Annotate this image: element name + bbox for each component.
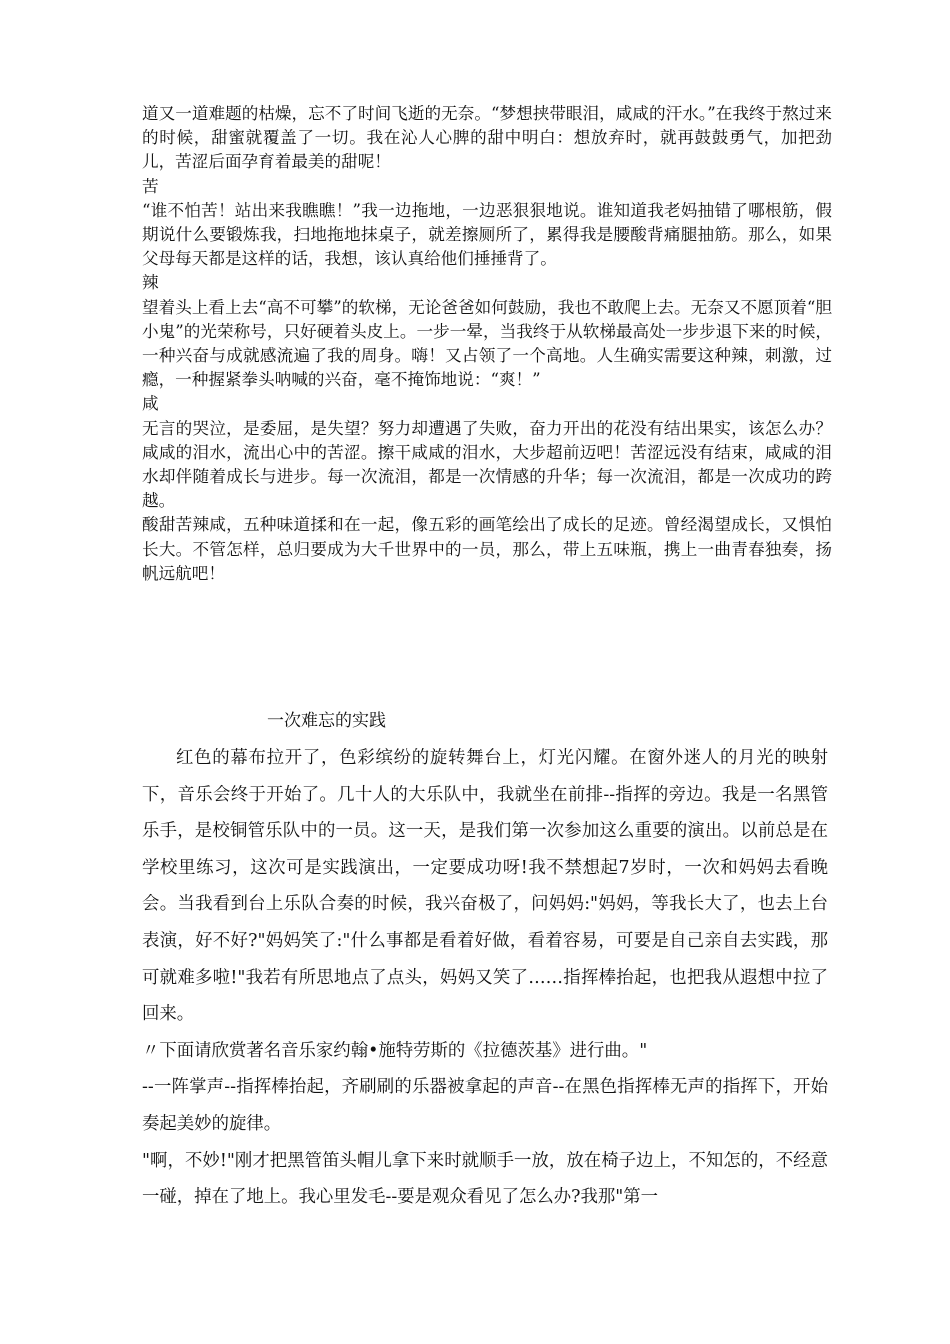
body-paragraph-2: 〃下面请欣赏著名音乐家约翰•施特劳斯的《拉德茨基》进行曲。" bbox=[142, 1040, 648, 1061]
sweet-paragraph: 道又一道难题的枯燥，忘不了时间飞逝的无奈。“梦想挟带眼泪，咸咸的汗水。”在我终于熬过来的时候，甜蜜就覆盖了一切。我在沁人心脾的甜中明白：想放弃时，就再鼓鼓勇气，加把劲儿，苦涩后面孕育着最美的甜呢！ bbox=[142, 104, 832, 172]
bitter-paragraph: “谁不怕苦！站出来我瞧瞧！”我一边拖地，一边恶狠狠地说。谁知道我老妈抽错了哪根筋，假期说什么要锻炼我，扫地拖地抹桌子，就差擦厕所了，累得我是腰酸背痛腿抽筋。那么，如果父母每天都是这样的话，我想，该认真给他们捶捶背了。 bbox=[142, 200, 832, 269]
salty-heading: 咸 bbox=[142, 394, 159, 414]
spicy-heading: 辣 bbox=[142, 273, 159, 293]
salty-paragraph: 无言的哭泣，是委屈，是失望？努力却遭遇了失败，奋力开出的花没有结出果实，该怎么办？咸咸的泪水，流出心中的苦涩。擦干咸咸的泪水，大步超前迈吧！苦涩远没有结束，咸咸的泪水却伴随着成长与进步。每一次流泪，都是一次情感的升华；每一次流泪，都是一次成功的跨越。 bbox=[142, 418, 832, 511]
body-paragraph-4: "啊，不妙!"刚才把黑管笛头帽儿拿下来时就顺手一放，放在椅子边上，不知怎的，不经意一碰，掉在了地上。我心里发毛--要是观众看见了怎么办?我那"第一 bbox=[142, 1150, 828, 1208]
bitter-heading: 苦 bbox=[142, 176, 159, 196]
essay-continuation bbox=[142, 102, 832, 586]
conclusion-paragraph: 酸甜苦辣咸，五种味道揉和在一起，像五彩的画笔绘出了成长的足迹。曾经渴望成长，又惧怕长大。不管怎样，总归要成为大千世界中的一员，那么，带上五味瓶，携上一曲青春独奏，扬帆远航吧！ bbox=[142, 515, 832, 583]
essay-title: 一次难忘的实践 bbox=[267, 711, 386, 731]
body-paragraph-3: --一阵掌声--指挥棒抬起，齐刷刷的乐器被拿起的声音--在黑色指挥棒无声的指挥下，开始奏起美妙的旋律。 bbox=[142, 1077, 828, 1134]
spicy-paragraph: 望着头上看上去“高不可攀”的软梯，无论爸爸如何鼓励，我也不敢爬上去。无奈又不愿顶着“胆小鬼”的光荣称号，只好硬着头皮上。一步一晕，当我终于从软梯最高处一步步退下来的时候，一种兴奋与成就感流遍了我的周身。嗨！又占领了一个高地。人生确实需要这种辣，刺激，过瘾，一种握紧拳头呐喊的兴奋，毫不掩饰地说：“爽！” bbox=[142, 297, 832, 390]
body-paragraph-1: 红色的幕布拉开了，色彩缤纷的旋转舞台上，灯光闪耀。在窗外迷人的月光的映射下，音乐会终于开始了。几十人的大乐队中，我就坐在前排--指挥的旁边。我是一名黑管乐手，是校铜管乐队中的一员。这一天，是我们第一次参加这么重要的演出。以前总是在学校里练习，这次可是实践演出，一定要成功呀!我不禁想起7岁时，一次和妈妈去看晚会。当我看到台上乐队合奏的时候，我兴奋极了，问妈妈:"妈妈，等我长大了，也去上台表演，好不好?"妈妈笑了:"什么事都是看着好做，看着容易，可要是自己亲自去实践，那可就难多啦!"我若有所思地点了点头，妈妈又笑了……指挥棒抬起，也把我从遐想中拉了回来。 bbox=[142, 748, 828, 1025]
essay-body bbox=[142, 740, 828, 1216]
